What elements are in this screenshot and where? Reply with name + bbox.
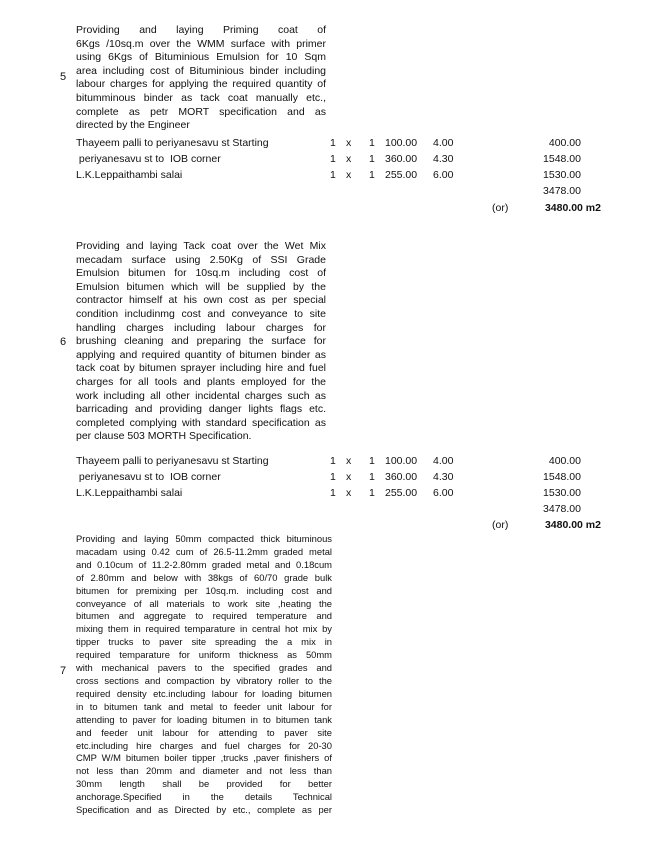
multiplier: 1 — [369, 137, 375, 149]
description-line: not less than 20mm and diameter and not less than — [76, 765, 332, 777]
nos: 1 — [330, 137, 336, 149]
breadth: 4.00 — [433, 455, 454, 467]
item-description — [76, 533, 332, 817]
description-line: charges for all tools and plants employed for the — [76, 375, 326, 388]
or-label: (or) — [492, 202, 509, 214]
multiply-sign: x — [346, 471, 352, 483]
description-line: anchorage.Specified in the details Technical — [76, 791, 332, 803]
nos: 1 — [330, 487, 336, 499]
nos: 1 — [330, 169, 336, 181]
measurement-row — [0, 169, 650, 184]
location: periyanesavu st to IOB corner — [76, 471, 221, 483]
description-line: with mechanical pavers to the specified grades and — [76, 662, 332, 674]
measurement-row — [0, 487, 650, 502]
multiply-sign: x — [346, 487, 352, 499]
total-row — [0, 519, 650, 534]
multiply-sign: x — [346, 137, 352, 149]
description-line: contractor himself at his own cost as per special — [76, 294, 326, 307]
description-line: of 2.80mm and below with 38kgs of 60/70 grade bulk — [76, 571, 332, 583]
item-number: 6 — [60, 336, 67, 348]
description-line: conveyance of all materials to work site ,heating the — [76, 597, 332, 609]
breadth: 4.30 — [433, 471, 454, 483]
total-row — [0, 202, 650, 217]
item-number: 7 — [60, 665, 67, 677]
item-description — [76, 24, 326, 133]
description-line: directed by the Engineer — [76, 119, 190, 132]
quantity: 1530.00 — [543, 169, 581, 181]
description-line: attending to paver for loading bitumen in to bitumen tank — [76, 713, 332, 725]
breadth: 4.00 — [433, 137, 454, 149]
measurement-row — [0, 471, 650, 486]
description-line: Specification and as Directed by etc., complete as per — [76, 804, 332, 816]
length: 100.00 — [385, 137, 418, 149]
description-line: per clause 503 MORTH Specification. — [76, 430, 252, 443]
description-line: bitumen and aggregate to required temperature and — [76, 610, 332, 622]
subtotal: 3478.00 — [543, 185, 581, 197]
multiply-sign: x — [346, 169, 352, 181]
description-line: and 0.10cum of 11.2-2.80mm graded metal and 0.18cum — [76, 558, 332, 570]
description-line: Providing and laying Tack coat over the Wet Mix — [76, 240, 326, 252]
multiplier: 1 — [369, 455, 375, 467]
multiplier: 1 — [369, 487, 375, 499]
description-line: Providing and laying 50mm compacted thick bituminous — [76, 533, 332, 544]
description-line: using 6Kgs of Bituminious Emulsion for 10 Sqm — [76, 51, 326, 64]
description-line: Emulsion bitumen for 10sq.m including cost of — [76, 267, 326, 280]
description-line: condition includinmg cost and conveyance to site — [76, 307, 326, 320]
description-line: brushing cleaning and preparing the surface for — [76, 335, 326, 348]
breadth: 6.00 — [433, 487, 454, 499]
description-line: etc.including hire charges and fuel charges for 20-30 — [76, 739, 332, 751]
or-label: (or) — [492, 519, 509, 531]
description-line: tack coat by bitumen sprayer including hire and fuel — [76, 362, 326, 375]
total-quantity: 3480.00 m2 — [544, 202, 601, 214]
description-line: and feeder unit labour for attending to paver site — [76, 726, 332, 738]
measurement-row — [0, 455, 650, 470]
multiply-sign: x — [346, 455, 352, 467]
description-line: mecadam surface using 2.50Kg of SSI Grade — [76, 253, 326, 266]
description-line: 30mm length shall be provided for better — [76, 778, 332, 790]
subtotal-row — [0, 185, 650, 200]
breadth: 6.00 — [433, 169, 454, 181]
measurement-row — [0, 137, 650, 152]
description-line: barricading and providing danger lights flags etc. — [76, 403, 326, 416]
description-line: in to bitumen tank and metal to feeder unit labour for — [76, 700, 332, 712]
description-line: cross sections and compaction by vibratory roller to the — [76, 674, 332, 686]
breadth: 4.30 — [433, 153, 454, 165]
subtotal-row — [0, 503, 650, 518]
location: periyanesavu st to IOB corner — [76, 153, 221, 165]
multiplier: 1 — [369, 471, 375, 483]
description-line: bitumen for premixing per 10sq.m. including cost and — [76, 584, 332, 596]
length: 360.00 — [385, 471, 418, 483]
description-line: handling charges including labour charges for — [76, 321, 326, 334]
quantity: 400.00 — [548, 455, 581, 467]
multiply-sign: x — [346, 153, 352, 165]
length: 360.00 — [385, 153, 418, 165]
measurement-row — [0, 153, 650, 168]
description-line: tipper trucks to paver site spreading the a mix in — [76, 636, 332, 648]
location: L.K.Leppaithambi salai — [76, 487, 183, 499]
multiplier: 1 — [369, 153, 375, 165]
description-line: Emulsion bitumen which will be supplied by the — [76, 280, 326, 293]
description-line: area including cost of Bituminious binder including — [76, 64, 326, 77]
description-line: Providing and laying Priming coat of — [76, 24, 326, 36]
location: Thayeem palli to periyanesavu st Starting — [76, 137, 269, 149]
description-line: work including all other incidental charges such as — [76, 389, 326, 402]
description-line: complete as petr MORT specification and as — [76, 105, 326, 118]
item-number: 5 — [60, 71, 67, 83]
length: 255.00 — [385, 487, 418, 499]
description-line: CMP W/M bitumen boiler tipper ,trucks ,paver finishers of — [76, 752, 332, 764]
location: L.K.Leppaithambi salai — [76, 169, 183, 181]
description-line: applying and required quantity of bitumen binder as — [76, 348, 326, 361]
description-line: macadam using 0.42 cum of 26.5-11.2mm graded metal — [76, 545, 332, 557]
length: 255.00 — [385, 169, 418, 181]
nos: 1 — [330, 153, 336, 165]
quantity: 1548.00 — [543, 471, 581, 483]
nos: 1 — [330, 471, 336, 483]
description-line: bitumminous binder as tack coat manually etc., — [76, 91, 326, 104]
multiplier: 1 — [369, 169, 375, 181]
description-line: required temparature for uniform thickness as 50mm — [76, 649, 332, 661]
nos: 1 — [330, 455, 336, 467]
quantity: 1530.00 — [543, 487, 581, 499]
quantity: 400.00 — [548, 137, 581, 149]
item-description — [76, 240, 326, 444]
description-line: required density etc.including labour for loading bitumen — [76, 687, 332, 699]
description-line: mixing them in required temparature in central hot mix by — [76, 623, 332, 635]
quantity: 1548.00 — [543, 153, 581, 165]
length: 100.00 — [385, 455, 418, 467]
description-line: labour charges for applying the required quantity of — [76, 78, 326, 91]
total-quantity: 3480.00 m2 — [544, 519, 601, 531]
subtotal: 3478.00 — [543, 503, 581, 515]
description-line: 6Kgs /10sq.m over the WMM surface with primer — [76, 37, 326, 50]
description-line: completed complying with standard specification as — [76, 416, 326, 429]
location: Thayeem palli to periyanesavu st Starting — [76, 455, 269, 467]
